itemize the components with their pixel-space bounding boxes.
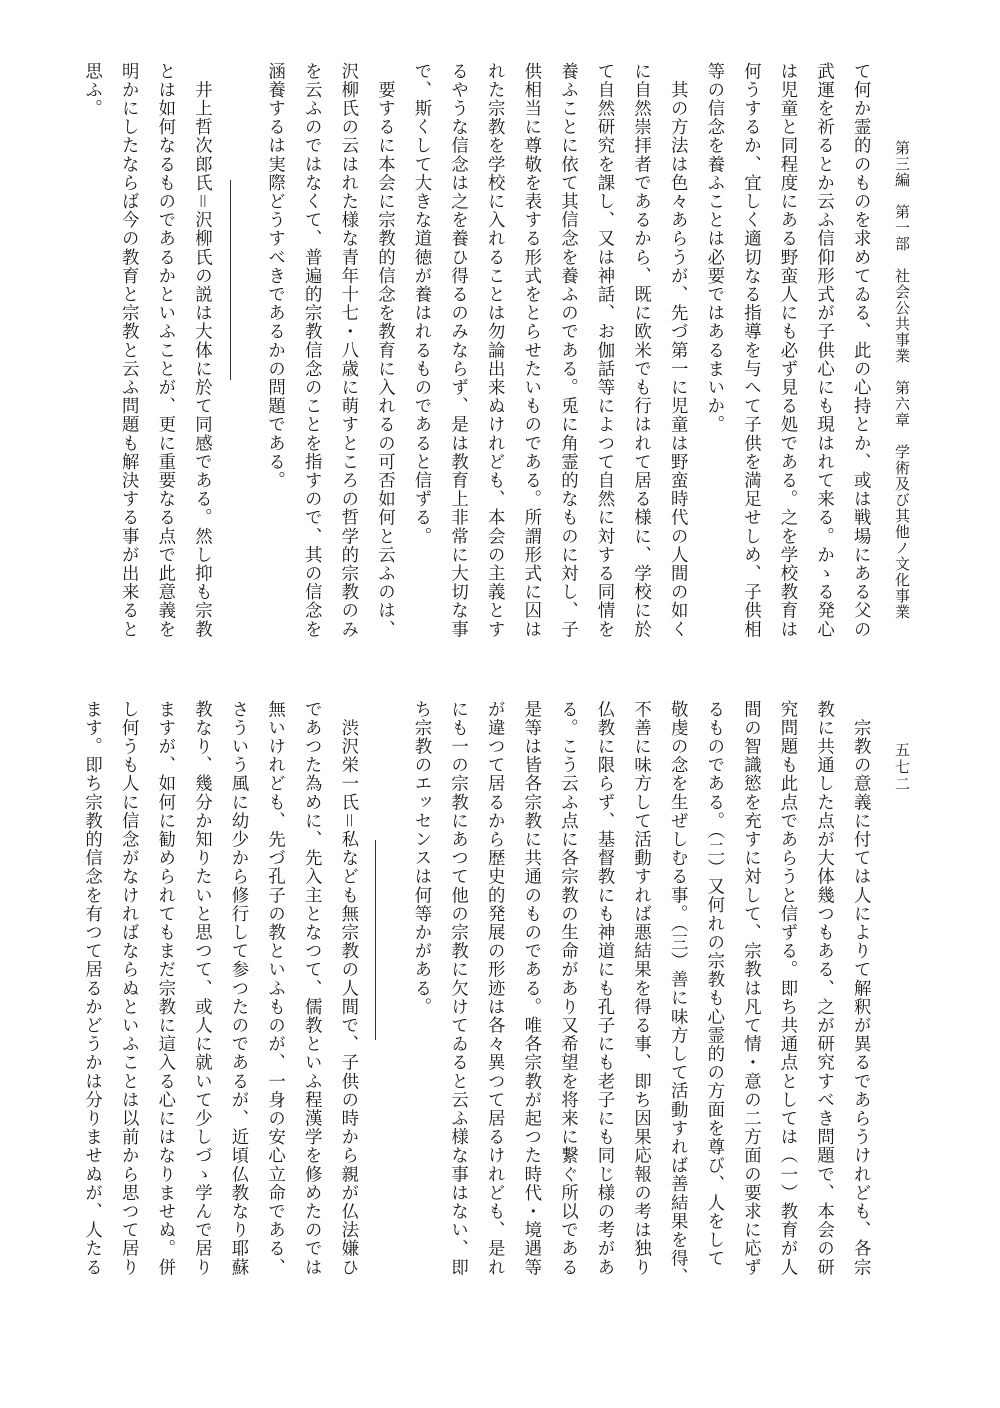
text-column: 仏教に限らず、基督教にも神道にも孔子にも老子にも同じ様の考があ: [594, 700, 614, 1277]
text-column: 渋沢栄一氏＝私なども無宗教の人間で、子供の時から親が仏法嫌ひ: [337, 700, 358, 1277]
text-column: 要するに本会に宗教的信念を教育に入れるの可否如何と云ふのは、: [374, 62, 395, 639]
text-column: 不善に味方して活動すれば悪結果を得る事、即ち因果応報の考は独り: [630, 700, 651, 1277]
text-column: 武運を祈るとか云ふ信仰形式が子供心にも現はれて来る。かゝる発心: [813, 62, 834, 639]
text-column: とは如何なるものであるかといふことが、更に重要なる点で此意義を: [154, 62, 175, 639]
text-column: で、斯くして大きな道徳が養はれるものであると信ずる。: [411, 62, 431, 546]
text-column: 涵養するは実際どうすべきであるかの問題である。: [264, 62, 285, 490]
text-column: 教なり、幾分か知りたいと思つて、或人に就いて少しづゝ学んで居り: [191, 700, 212, 1277]
text-column: 其の方法は色々あらうが、先づ第一に児童は野蛮時代の人間の如く: [667, 62, 688, 639]
text-column: が違つて居るから歴史的発展の形迹は各々異つて居るけれども、是れ: [484, 700, 505, 1277]
text-column: であつた為めに、先入主となつて、儒教といふ程漢学を修めたのでは: [301, 700, 322, 1277]
text-column: るものである。（二）又何れの宗教も心霊的の方面を尊び、人をして: [703, 700, 724, 1268]
text-column: て自然研究を課し、又は神話、お伽話等によつて自然に対する同情を: [594, 62, 614, 639]
text-column: 思ふ。: [81, 62, 102, 118]
section-divider-upper: [230, 180, 231, 380]
text-column: 宗教の意義に付ては人によりて解釈が異るであらうけれども、各宗: [850, 700, 871, 1277]
text-column: 供相当に尊敬を表する形式をとらせたいものである。所謂形式に囚は: [520, 62, 541, 639]
text-column: に自然崇拝者であるから、既に欧米でも行はれて居る様に、学校に於: [630, 62, 651, 639]
text-column: を云ふのではなくて、普遍的宗教信念のことを指すので、其の信念を: [301, 62, 322, 639]
text-column: 養ふことに依て其信念を養ふのである。兎に角霊的なものに対し、子: [557, 62, 578, 639]
text-column: 教に共通した点が大体幾つもある、之が研究すべき問題で、本会の研: [813, 700, 834, 1277]
text-column: ますが、如何に勧められてもまだ宗教に這入る心にはなりませぬ。併: [154, 700, 175, 1277]
text-column: 敬虔の念を生ぜしむる事。（三）善に味方して活動すれば善結果を得、: [667, 700, 688, 1287]
page-number: 五七二: [893, 742, 911, 793]
text-column: るやうな信念は之を養ひ得るのみならず、是は教育上非常に大切な事: [447, 62, 468, 639]
text-column: は児童と同程度にある野蛮人にも必ず見る処である。之を学校教育は: [777, 62, 797, 639]
text-column: ち宗教のエッセンスは何等かがある。: [411, 700, 431, 1017]
text-column: 何うするか、宜しく適切なる指導を与へて子供を満足せしめ、子供相: [740, 62, 761, 639]
text-column: 等の信念を養ふことは必要ではあるまいか。: [703, 62, 724, 434]
running-header: 第三編 第一部 社会公共事業 第六章 学術及び其他ノ文化事業: [893, 140, 911, 620]
text-column: し何うも人に信念がなければならぬといふことは以前から思つて居り: [118, 700, 139, 1277]
text-column: さういう風に幼少から修行して参つたのであるが、近頃仏教なり耶蘇: [228, 700, 248, 1277]
section-divider-lower: [375, 840, 376, 1040]
text-column: 無いけれども、先づ孔子の教といふものが、一身の安心立命である、: [264, 700, 285, 1277]
text-column: 是等は皆各宗教に共通のものである。唯各宗教が起つた時代・境遇等: [520, 700, 541, 1277]
text-column: 明かにしたならば今の教育と宗教と云ふ問題も解決する事が出来ると: [118, 62, 139, 639]
text-column: 井上哲次郎氏＝沢柳氏の説は大体に於て同感である。然し抑も宗教: [191, 62, 212, 639]
text-column: 沢柳氏の云はれた様な青年十七・八歳に萌すところの哲学的宗教のみ: [337, 62, 358, 639]
text-column: 究問題も此点であらうと信ずる。即ち共通点としては（一）教育が人: [777, 700, 797, 1277]
text-column: れた宗教を学校に入れることは勿論出来ぬけれども、本会の主義とす: [484, 62, 505, 639]
text-column: 間の智識慾を充すに対して、宗教は凡て情・意の二方面の要求に応ず: [740, 700, 761, 1277]
text-column: ます。即ち宗教的信念を有つて居るかどうかは分りませぬが、人たる: [81, 700, 102, 1277]
text-column: て何か霊的のものを求めてゐる、此の心持とか、或は戦場にある父の: [850, 62, 871, 639]
text-column: る。こう云ふ点に各宗教の生命があり又希望を将来に繋ぐ所以である: [557, 700, 578, 1277]
text-column: にも一の宗教にあつて他の宗教に欠けてゐると云ふ様な事はない、即: [447, 700, 468, 1277]
